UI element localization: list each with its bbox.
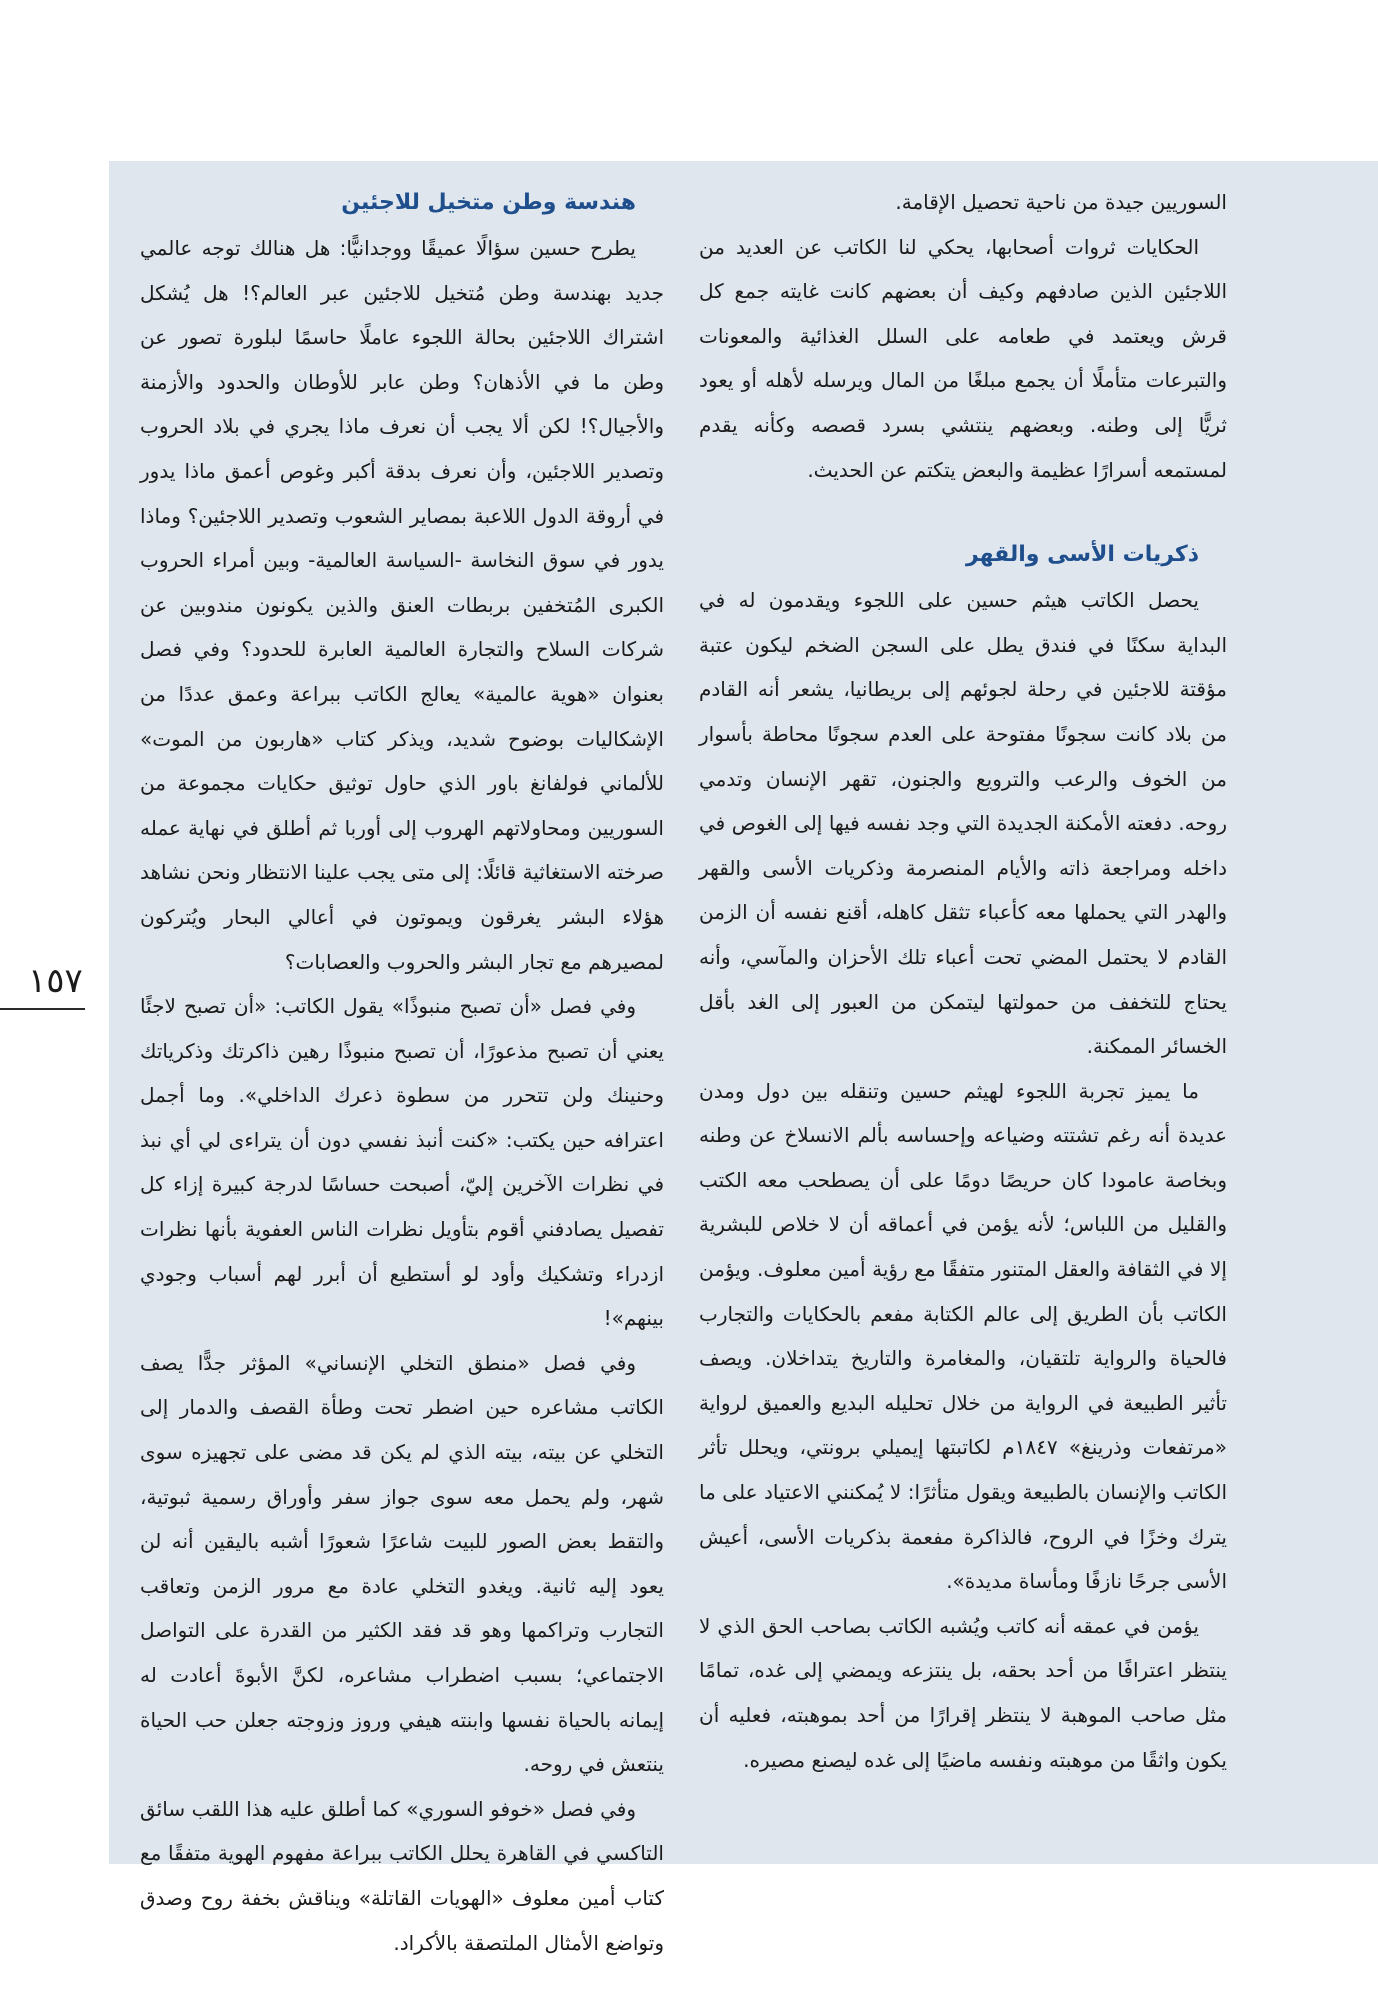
article-column-right — [699, 180, 1227, 1782]
paragraph: وفي فصل «أن تصبح منبوذًا» يقول الكاتب: «أن تصبح لاجئًا يعني أن تصبح مذعورًا، أن تصبح منبوذًا رهين ذاكرتك وذكرياتك وحنينك ولن تتحرر من سطوة ذعرك الداخلي». وما أجمل اعترافه حين يكتب: «كنت أنبذ نفسي دون أن يتراءى لي أي نبذ في نظرات الآخرين إليّ، أصبحت حساسًا لدرجة كبيرة إزاء كل تفصيل يصادفني أقوم بتأويل نظرات الناس العفوية بأنها نظرات ازدراء وتشكيك وأود لو أستطيع أن أبرر لهم أسباب وجودي بينهم»! — [140, 994, 664, 1331]
paragraph: وفي فصل «منطق التخلي الإنساني» المؤثر جدًّا يصف الكاتب مشاعره حين اضطر تحت وطأة القصف والدمار إلى التخلي عن بيته، بيته الذي لم يكن قد مضى على تجهيزه سوى شهر، ولم يحمل معه سوى جواز سفر وأوراق رسمية ثبوتية، والتقط بعض الصور للبيت شاعرًا شعورًا أشبه باليقين أنه لن يعود إليه ثانية. ويغدو التخلي عادة مع مرور الزمن وتعاقب التجارب وتراكمها وهو قد فقد الكثير من القدرة على التواصل الاجتماعي؛ بسبب اضطراب مشاعره، لكنَّ الأبوةَ أعادت له إيمانه بالحياة نفسها وابنته هيفي وروز وزوجته جعلن حب الحياة ينتعش في روحه. — [140, 1350, 664, 1777]
paragraph: السوريين جيدة من ناحية تحصيل الإقامة. — [895, 190, 1227, 214]
paragraph: يطرح حسين سؤالًا عميقًا ووجدانيًّا: هل هنالك توجه عالمي جديد بهندسة وطن مُتخيل للاجئين عبر العالم؟! هل يُشكل اشتراك اللاجئين بحالة اللجوء عاملًا حاسمًا لبلورة تصور عن وطن ما في الأذهان؟ وطن عابر للأوطان والحدود والأزمنة والأجيال؟! لكن ألا يجب أن نعرف ماذا يجري في بلاد الحروب وتصدير اللاجئين، وأن نعرف بدقة أكبر وغوص أعمق ماذا يدور في أروقة الدول اللاعبة بمصاير الشعوب وتصدير اللاجئين؟ وماذا يدور في سوق النخاسة -السياسة العالمية- وبين أمراء الحروب الكبرى المُتخفين بربطات العنق والذين يكونون مندوبين عن شركات السلاح والتجارة العالمية العابرة للحدود؟ وفي فصل بعنوان «هوية عالمية» يعالج الكاتب ببراعة وعمق عددًا من الإشكاليات بوضوح شديد، ويذكر كتاب «هاربون من الموت» للألماني فولفانغ باور الذي حاول توثيق حكايات مجموعة من السوريين ومحاولاتهم الهروب إلى أوربا ثم أطلق في نهاية عمله صرخته الاستغاثية قائلًا: إلى متى يجب علينا الانتظار ونحن نشاهد هؤلاء البشر يغرقون ويموتون في أعالي البحار ويُتركون لمصيرهم مع تجار البشر والحروب والعصابات؟ — [140, 236, 664, 974]
paragraph: الحكايات ثروات أصحابها، يحكي لنا الكاتب عن العديد من اللاجئين الذين صادفهم وكيف أن بعضهم كانت غايته جمع كل قرش ويعتمد في طعامه على السلل الغذائية والمعونات والتبرعات متأملًا أن يجمع مبلغًا من المال ويرسله لأهله أو يعود ثريًّا إلى وطنه. وبعضهم ينتشي بسرد قصصه وكأنه يقدم لمستمعه أسرارًا عظيمة والبعض يتكتم عن الحديث. — [699, 234, 1227, 482]
page-number-rule — [0, 1008, 85, 1010]
article-column-left — [140, 180, 664, 1965]
paragraph: ما يميز تجربة اللجوء لهيثم حسين وتنقله بين دول ومدن عديدة أنه رغم تشتته وضياعه وإحساسه بألم الانسلاخ عن وطنه وبخاصة عامودا كان حريصًا دومًا على أن يصطحب معه الكتب والقليل من اللباس؛ لأنه يؤمن في أعماقه أن لا خلاص للبشرية إلا في الثقافة والعقل المتنور متفقًا مع رؤية أمين معلوف. ويؤمن الكاتب بأن الطريق إلى عالم الكتابة مفعم بالحكايات والتجارب فالحياة والرواية تلتقيان، والمغامرة والتاريخ يتداخلان. ويصف تأثير الطبيعة في الرواية من خلال تحليله البديع والعميق لرواية «مرتفعات وذرينغ» ١٨٤٧م لكاتبتها إيميلي برونتي، ويحلل تأثر الكاتب والإنسان بالطبيعة ويقول متأثرًا: لا يُمكنني الاعتياد على ما يترك وخزًا في الروح، فالذاكرة مفعمة بذكريات الأسى، أعيش الأسى جرحًا نازفًا ومأساة مديدة». — [699, 1078, 1227, 1594]
paragraph: يحصل الكاتب هيثم حسين على اللجوء ويقدمون له في البداية سكنًا في فندق يطل على السجن الضخم ليكون عتبة مؤقتة للاجئين في رحلة لجوئهم إلى بريطانيا، يشعر أنه القادم من بلاد كانت سجونًا مفتوحة على العدم سجونًا محاطة بأسوار من الخوف والرعب والترويع والجنون، تقهر الإنسان وتدمي روحه. دفعته الأمكنة الجديدة التي وجد نفسه فيها إلى الغوص في داخله ومراجعة ذاته والأيام المنصرمة وذكريات الأسى والقهر والهدر التي يحملها معه كأعباء تثقل كاهله، أقنع نفسه أن الزمن القادم لا يحتمل المضي تحت أعباء تلك الأحزان والمآسي، وأنه يحتاج للتخفف من حمولتها ليتمكن من العبور إلى الغد بأقل الخسائر الممكنة. — [699, 588, 1227, 1059]
section-heading: ذكريات الأسى والقهر — [965, 542, 1199, 568]
paragraph: وفي فصل «خوفو السوري» كما أطلق عليه هذا اللقب سائق التاكسي في القاهرة يحلل الكاتب ببراعة مفهوم الهوية متفقًا مع كتاب أمين معلوف «الهويات القاتلة» ويناقش بخفة روح وصدق وتواضع الأمثال الملتصقة بالأكراد. — [140, 1796, 664, 1955]
section-heading: هندسة وطن متخيل للاجئين — [341, 190, 636, 215]
page-number: ١٥٧ — [28, 961, 83, 1001]
paragraph: يؤمن في عمقه أنه كاتب ويُشبه الكاتب بصاحب الحق الذي لا ينتظر اعترافًا من أحد بحقه، بل ينتزعه ويمضي إلى غده، تمامًا مثل صاحب الموهبة لا ينتظر إقرارًا من أحد بموهبته، فعليه أن يكون واثقًا من موهبته ونفسه ماضيًا إلى غده ليصنع مصيره. — [699, 1613, 1227, 1772]
